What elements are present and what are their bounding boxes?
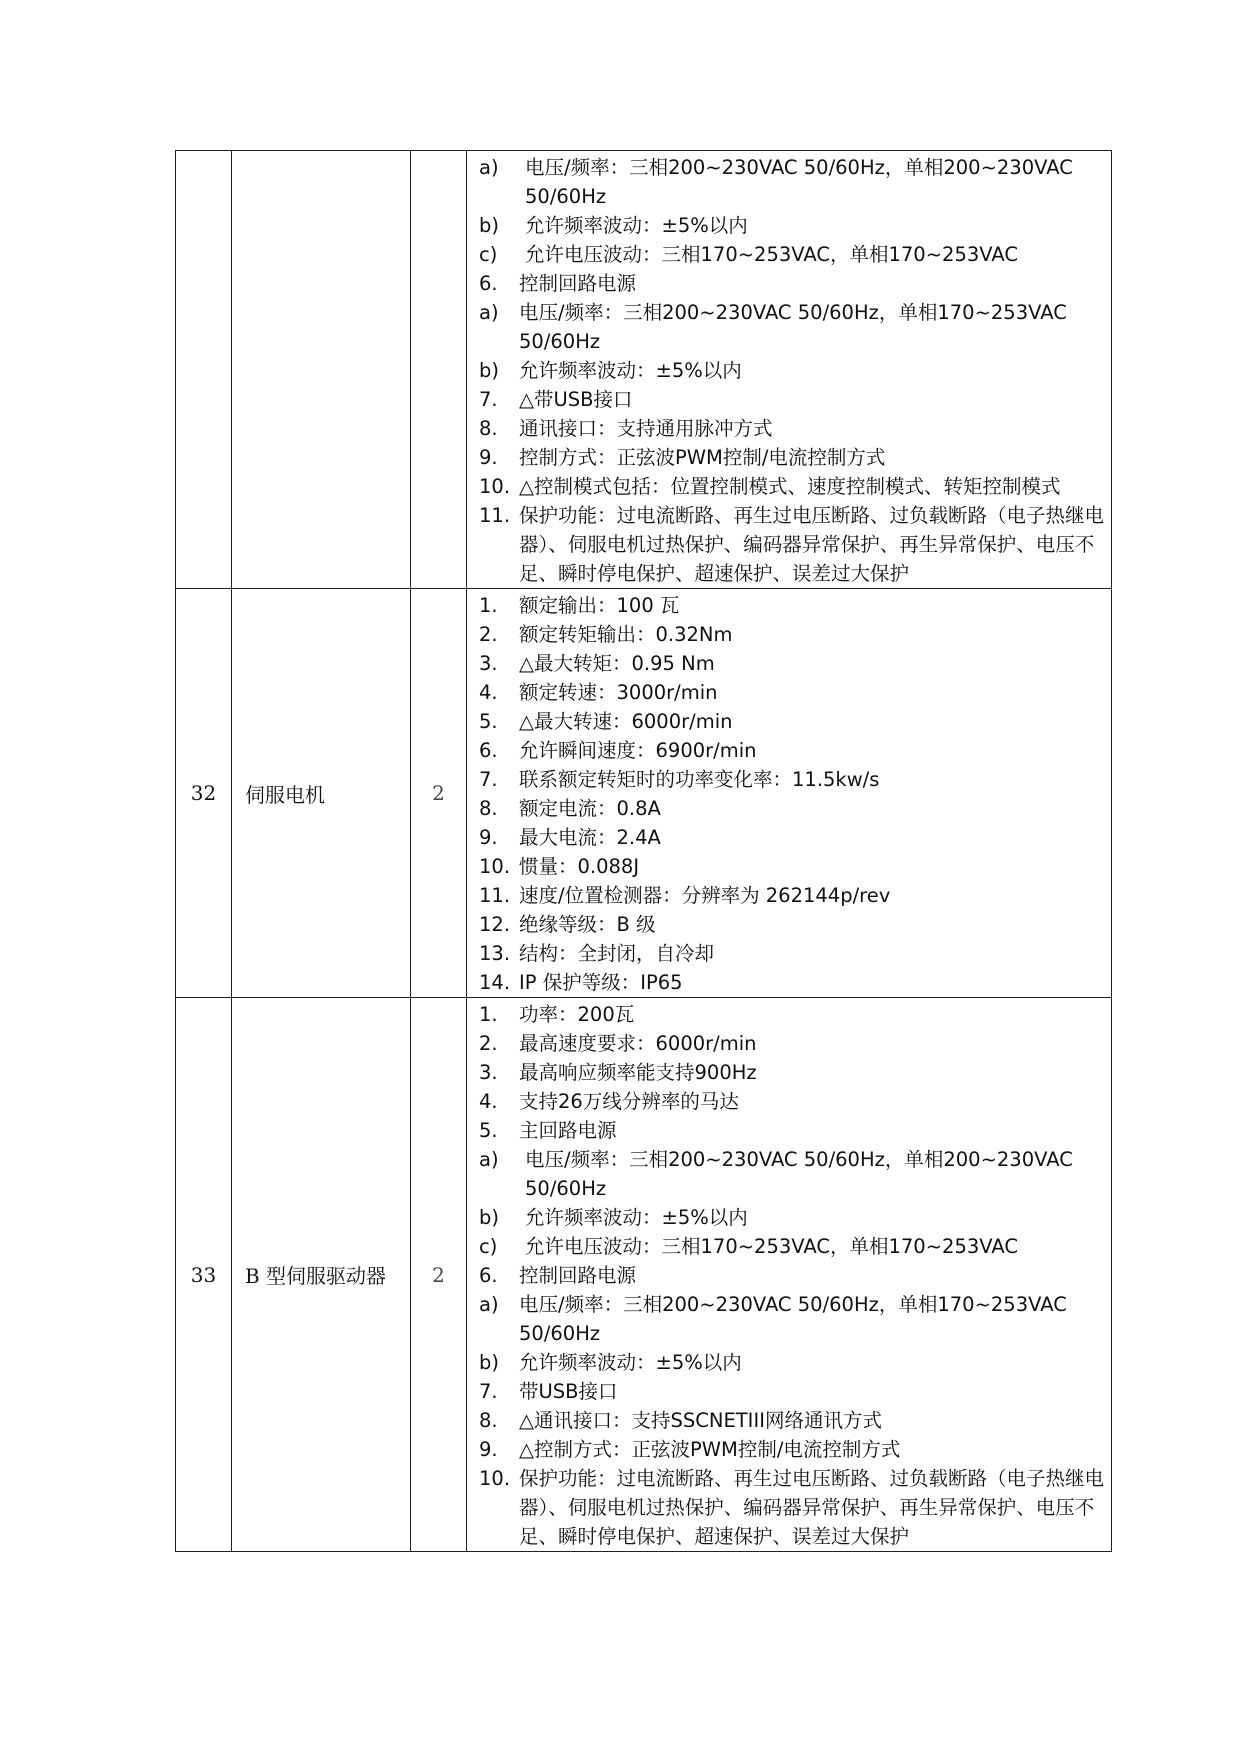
spec-line (479, 1145, 1105, 1203)
spec-line-label: 11. (479, 884, 511, 907)
spec-line (479, 620, 1105, 649)
spec-line-text: 额定电流：0.8A (519, 797, 661, 820)
spec-line-text: 电压/频率：三相200~230VAC 50/60Hz，单相170~253VAC 50/60Hz (519, 301, 1067, 353)
spec-line (479, 153, 1105, 211)
spec-line-label: 8. (479, 417, 498, 440)
spec-line-text: 电压/频率：三相200~230VAC 50/60Hz，单相200~230VAC 50/60Hz (525, 156, 1073, 208)
spec-line-text: 支持26万线分辨率的马达 (519, 1090, 739, 1113)
spec-line-text: △带USB接口 (519, 388, 633, 411)
spec-line-text: 允许电压波动：三相170~253VAC，单相170~253VAC (525, 1235, 1018, 1258)
spec-line-text: 允许瞬间速度：6900r/min (519, 739, 757, 762)
spec-line (479, 240, 1105, 269)
spec-line-text: 电压/频率：三相200~230VAC 50/60Hz，单相200~230VAC 50/60Hz (525, 1148, 1073, 1200)
spec-line-label: 9. (479, 446, 498, 469)
spec-line (479, 1116, 1105, 1145)
spec-line-label: a) (479, 301, 499, 324)
spec-line-text: 最大电流：2.4A (519, 826, 661, 849)
spec-line-text: 允许频率波动：±5%以内 (519, 359, 742, 382)
spec-line-label: 5. (479, 1119, 498, 1142)
spec-line-label: a) (479, 1293, 499, 1316)
spec-line-text: 速度/位置检测器：分辨率为 262144p/rev (519, 884, 891, 907)
spec-line (479, 385, 1105, 414)
spec-line (479, 881, 1105, 910)
spec-line (479, 1348, 1105, 1377)
spec-line-text: IP 保护等级：IP65 (519, 971, 683, 994)
spec-line-text: △最大转速：6000r/min (519, 710, 733, 733)
spec-line-text: 主回路电源 (519, 1119, 617, 1142)
item-number-cell: 32 (176, 589, 232, 998)
spec-line-text: 带USB接口 (519, 1380, 618, 1403)
spec-line-label: c) (479, 1235, 498, 1258)
spec-line (479, 707, 1105, 736)
spec-line-text: 允许频率波动：±5%以内 (525, 1206, 748, 1229)
spec-line-text: △通讯接口：支持SSCNETIII网络通讯方式 (519, 1409, 882, 1432)
spec-line-text: 电压/频率：三相200~230VAC 50/60Hz，单相170~253VAC 50/60Hz (519, 1293, 1067, 1345)
item-spec-cell (467, 589, 1112, 998)
spec-line-text: △控制方式：正弦波PWM控制/电流控制方式 (519, 1438, 901, 1461)
spec-line-label: 8. (479, 1409, 498, 1432)
spec-line-text: 最高响应频率能支持900Hz (519, 1061, 757, 1084)
spec-line (479, 736, 1105, 765)
spec-line (479, 910, 1105, 939)
spec-line (479, 1000, 1105, 1029)
spec-line-label: 9. (479, 1438, 498, 1461)
spec-line (479, 1203, 1105, 1232)
spec-line-label: b) (479, 214, 499, 237)
spec-line-text: △控制模式包括：位置控制模式、速度控制模式、转矩控制模式 (519, 475, 1061, 498)
spec-line-label: c) (479, 243, 498, 266)
spec-line (479, 968, 1105, 997)
spec-line-text: 额定转矩输出：0.32Nm (519, 623, 733, 646)
table-row (176, 589, 1112, 998)
spec-line (479, 443, 1105, 472)
spec-line-label: 7. (479, 768, 498, 791)
spec-line-label: 5. (479, 710, 498, 733)
spec-line (479, 765, 1105, 794)
spec-line (479, 852, 1105, 881)
spec-line-label: a) (479, 1148, 499, 1171)
spec-line (479, 823, 1105, 852)
spec-line (479, 1435, 1105, 1464)
spec-line-text: 保护功能：过电流断路、再生过电压断路、过负载断路（电子热继电器）、伺服电机过热保护、编码器异常保护、再生异常保护、电压不足、瞬时停电保护、超速保护、误差过大保护 (519, 1467, 1105, 1548)
spec-line-label: 10. (479, 855, 511, 878)
item-number-cell: 33 (176, 998, 232, 1552)
item-name-cell (232, 151, 411, 589)
item-spec-cell (467, 998, 1112, 1552)
spec-line-label: 3. (479, 652, 498, 675)
spec-line-label: 6. (479, 739, 498, 762)
spec-line-text: 控制回路电源 (519, 272, 637, 295)
spec-line (479, 1406, 1105, 1435)
spec-line (479, 591, 1105, 620)
spec-line-label: 10. (479, 1467, 511, 1490)
spec-line (479, 1232, 1105, 1261)
spec-line (479, 414, 1105, 443)
spec-line-text: 保护功能：过电流断路、再生过电压断路、过负载断路（电子热继电器）、伺服电机过热保护、编码器异常保护、再生异常保护、电压不足、瞬时停电保护、超速保护、误差过大保护 (519, 504, 1105, 585)
spec-line-label: b) (479, 359, 499, 382)
spec-line-label: 6. (479, 272, 498, 295)
spec-line-text: 控制方式：正弦波PWM控制/电流控制方式 (519, 446, 886, 469)
spec-table-body (176, 151, 1112, 1552)
spec-line (479, 1290, 1105, 1348)
spec-line-text: 允许电压波动：三相170~253VAC，单相170~253VAC (525, 243, 1018, 266)
spec-line-text: 控制回路电源 (519, 1264, 637, 1287)
spec-line (479, 211, 1105, 240)
item-quantity-cell: 2 (411, 998, 467, 1552)
spec-line (479, 1058, 1105, 1087)
spec-line-label: 13. (479, 942, 511, 965)
spec-line (479, 1029, 1105, 1058)
spec-line-text: 功率：200瓦 (519, 1003, 635, 1026)
item-number-cell (176, 151, 232, 589)
spec-line (479, 1087, 1105, 1116)
spec-line (479, 298, 1105, 356)
item-quantity-cell: 2 (411, 589, 467, 998)
spec-line-text: 通讯接口：支持通用脉冲方式 (519, 417, 773, 440)
spec-line (479, 794, 1105, 823)
spec-line-label: 7. (479, 1380, 498, 1403)
spec-line-label: 10. (479, 475, 511, 498)
spec-line-label: 4. (479, 681, 498, 704)
spec-line (479, 649, 1105, 678)
table-row (176, 998, 1112, 1552)
spec-table (175, 150, 1112, 1552)
spec-line-text: 结构：全封闭，自冷却 (519, 942, 715, 965)
spec-line (479, 269, 1105, 298)
spec-line-label: 11. (479, 504, 511, 527)
spec-line-text: 绝缘等级：B 级 (519, 913, 656, 936)
item-name-cell: 伺服电机 (232, 589, 411, 998)
spec-line (479, 356, 1105, 385)
spec-line-label: 6. (479, 1264, 498, 1287)
spec-line-text: 联系额定转矩时的功率变化率：11.5kw/s (519, 768, 880, 791)
spec-line-label: 1. (479, 594, 498, 617)
spec-line-label: b) (479, 1206, 499, 1229)
spec-line-text: 允许频率波动：±5%以内 (519, 1351, 742, 1374)
spec-line-text: △最大转矩：0.95 Nm (519, 652, 715, 675)
spec-line-label: b) (479, 1351, 499, 1374)
spec-line-label: 14. (479, 971, 511, 994)
item-spec-cell (467, 151, 1112, 589)
spec-line-text: 最高速度要求：6000r/min (519, 1032, 757, 1055)
spec-line-label: a) (479, 156, 499, 179)
spec-line-label: 2. (479, 1032, 498, 1055)
spec-line-text: 额定转速：3000r/min (519, 681, 718, 704)
spec-line-label: 7. (479, 388, 498, 411)
spec-line-text: 惯量：0.088J (519, 855, 640, 878)
spec-line (479, 1261, 1105, 1290)
table-row (176, 151, 1112, 589)
spec-line (479, 939, 1105, 968)
spec-line-text: 额定输出：100 瓦 (519, 594, 680, 617)
item-name-cell: B 型伺服驱动器 (232, 998, 411, 1552)
spec-line (479, 678, 1105, 707)
spec-line (479, 472, 1105, 501)
item-quantity-cell (411, 151, 467, 589)
spec-line-label: 9. (479, 826, 498, 849)
spec-line-label: 2. (479, 623, 498, 646)
spec-line (479, 1377, 1105, 1406)
spec-line (479, 501, 1105, 588)
spec-line-text: 允许频率波动：±5%以内 (525, 214, 748, 237)
spec-line-label: 3. (479, 1061, 498, 1084)
spec-line-label: 4. (479, 1090, 498, 1113)
spec-line-label: 1. (479, 1003, 498, 1026)
spec-line-label: 12. (479, 913, 511, 936)
spec-line-label: 8. (479, 797, 498, 820)
spec-line (479, 1464, 1105, 1551)
